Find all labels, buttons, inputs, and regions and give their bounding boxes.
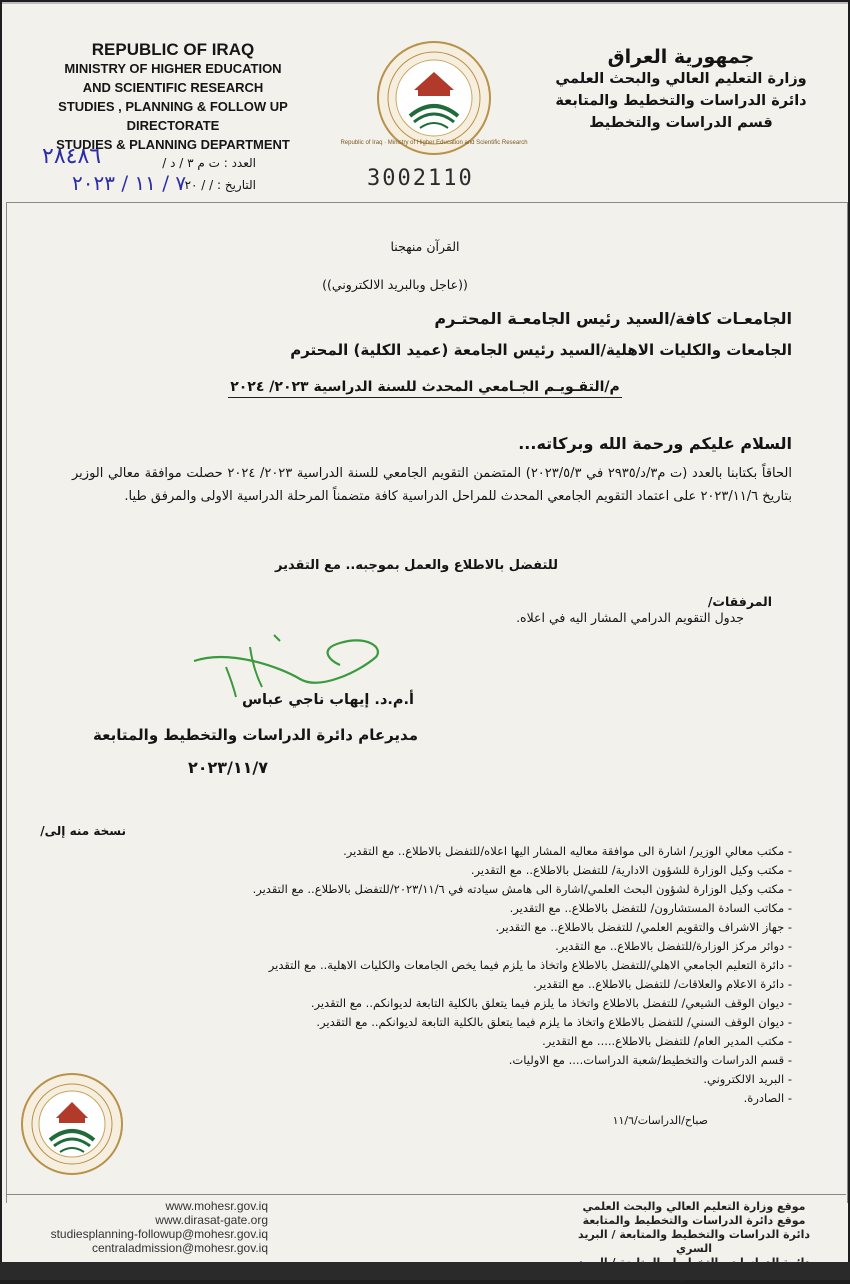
cc-item: - دائرة التعليم الجامعي الاهلي/للتفضل بالاطلاع واتخاذ ما يلزم فيما يخص الجامعات والكليات الاهلية.. مع التقدير [152, 956, 792, 975]
main-paragraph: الحاقاً بكتابنا بالعدد (ت م٣/د/٢٩٣٥ في ٢٠٢٣/٥/٣) المتضمن التقويم الجامعي للسنة الدراسية ٢٠٢٣/ ٢٠٢٤ حصلت موافقة معالي الوزير بتاريخ ٢٠٢٣/١١/٦ على اعتماد التقويم الجامعي المحدث للمراحل الدراسية كافة متضمناً المرحلة الدراسية الاولى والمرفق طيا. [72, 466, 792, 504]
cc-item: - ديوان الوقف الشيعي/ للتفضل بالاطلاع واتخاذ ما يلزم فيما يتعلق بالكلية التابعة لديوانكم.. مع التقدير. [152, 994, 792, 1013]
cc-item: - دوائر مركز الوزارة/للتفضل بالاطلاع.. مع التقدير. [152, 937, 792, 956]
signer-name: أ.م.د. إيهاب ناجي عباس [242, 692, 414, 708]
typist-reference: صباح/الدراسات/١١/٦ [612, 1114, 708, 1127]
ar-country: جمهورية العراق [607, 46, 755, 68]
subject-text: م/التقـويـم الجـامعي المحدث للسنة الدراسية ٢٠٢٣/ ٢٠٢٤ [228, 379, 622, 398]
date-handwritten: ٧ / ١١ / ٢٠٢٣ [72, 171, 187, 195]
ministry-logo [340, 38, 528, 158]
motto: القرآن منهجنا [390, 239, 460, 254]
ar-ministry: وزارة التعليم العالي والبحث العلمي [555, 71, 807, 87]
cc-item: - الصادرة. [152, 1089, 792, 1108]
document-page [2, 2, 848, 1270]
cc-item: - جهاز الاشراف والتقويم العلمي/ للتفضل بالاطلاع.. مع التقدير. [152, 918, 792, 937]
footer-divider [6, 1194, 846, 1195]
en-ministry-2: AND SCIENTIFIC RESEARCH [82, 80, 264, 95]
closing-line: للتفضل بالاطلاع والعمل بموجبه.. مع التقدير [275, 558, 558, 573]
footer-link-ministry[interactable]: www.mohesr.gov.iq [165, 1199, 268, 1213]
logo-ring-text: Republic of Iraq · Ministry of Higher Education and Scientific Research [340, 140, 528, 146]
cc-item: - مكتب المدير العام/ للتفضل بالاطلاع..... مع التقدير. [152, 1032, 792, 1051]
sign-date: ٢٠٢٣/١١/٧ [187, 758, 268, 777]
footer-email-studies[interactable]: studiesplanning-followup@mohesr.gov.iq [50, 1227, 268, 1241]
footer-email-admission[interactable]: centraladmission@mohesr.gov.iq [91, 1241, 268, 1255]
urgent-note: ((عاجل وبالبريد الالكتروني)) [322, 277, 468, 292]
footer-label-1: موقع وزارة التعليم العالي والبحث العلمي [582, 1200, 806, 1213]
cc-item: - مكتب معالي الوزير/ اشارة الى موافقة معاليه المشار اليها اعلاه/للتفضل بالاطلاع.. مع التقدير. [152, 842, 792, 861]
english-letterhead [14, 40, 332, 154]
footer-link-dirasat[interactable]: www.dirasat-gate.org [155, 1213, 268, 1227]
top-rule [2, 2, 848, 4]
cc-item: - البريد الالكتروني. [152, 1070, 792, 1089]
date-label: التاريخ : / / ٢٠ [184, 178, 256, 192]
ref-label: العدد : ت م ٣ / د / [162, 156, 256, 170]
cc-list [152, 842, 792, 1108]
cc-item: - مكتب وكيل الوزارة لشؤون البحث العلمي/اشارة الى هامش سيادته في ٢٠٢٣/١١/٦/للتفضل بالاطلاع.. مع التقدير. [152, 880, 792, 899]
en-country: REPUBLIC OF IRAQ [91, 40, 255, 59]
background-edge [0, 1262, 850, 1280]
attachments-label: المرفقات/ [707, 594, 772, 609]
footer-label-3: دائرة الدراسات والتخطيط والمتابعة / البريد السري [577, 1228, 810, 1255]
en-directorate: STUDIES , PLANNING & FOLLOW UP DIRECTORATE [58, 99, 288, 133]
cc-item: - مكتب وكيل الوزارة للشؤون الادارية/ للتفضل بالاطلاع.. مع التقدير. [152, 861, 792, 880]
recipient-line-2: الجامعات والكليات الاهلية/السيد رئيس الجامعة (عميد الكلية) المحترم [290, 341, 792, 359]
ar-department: قسم الدراسات والتخطيط [589, 115, 773, 131]
cc-item: - قسم الدراسات والتخطيط/شعبة الدراسات.... مع الاوليات. [152, 1051, 792, 1070]
cc-item: - مكاتب السادة المستشارون/ للتفضل بالاطلاع.. مع التقدير. [152, 899, 792, 918]
ref-number-handwritten: ٢٨٤٨٦ [42, 144, 102, 169]
cc-item: - دائرة الاعلام والعلاقات/ للتفضل بالاطلاع.. مع التقدير. [152, 975, 792, 994]
cc-label: نسخة منه إلى/ [40, 824, 126, 838]
greeting: السلام عليكم ورحمة الله وبركاته... [518, 434, 792, 453]
en-department: STUDIES & PLANNING DEPARTMENT [56, 137, 290, 152]
ar-directorate: دائرة الدراسات والتخطيط والمتابعة [555, 93, 807, 109]
attachment-item: جدول التقويم الدرامي المشار اليه في اعلاه. [516, 610, 744, 625]
cc-item: - ديوان الوقف السني/ للتفضل بالاطلاع واتخاذ ما يلزم فيما يتعلق بالكلية التابعة لديوانكم.. مع التقدير. [152, 1013, 792, 1032]
recipient-line-1: الجامعـات كافة/السيد رئيس الجامعـة المحتـرم [434, 309, 792, 328]
subject-line [2, 379, 848, 395]
official-seal [18, 1070, 126, 1178]
arabic-letterhead [536, 46, 826, 134]
footer-links [38, 1199, 268, 1255]
en-ministry-1: MINISTRY OF HIGHER EDUCATION [64, 61, 282, 76]
footer-label-2: موقع دائرة الدراسات والتخطيط والمتابعة [582, 1214, 806, 1227]
signer-title: مديرعام دائرة الدراسات والتخطيط والمتابعة [93, 726, 418, 744]
serial-number: 3002110 [367, 166, 474, 191]
